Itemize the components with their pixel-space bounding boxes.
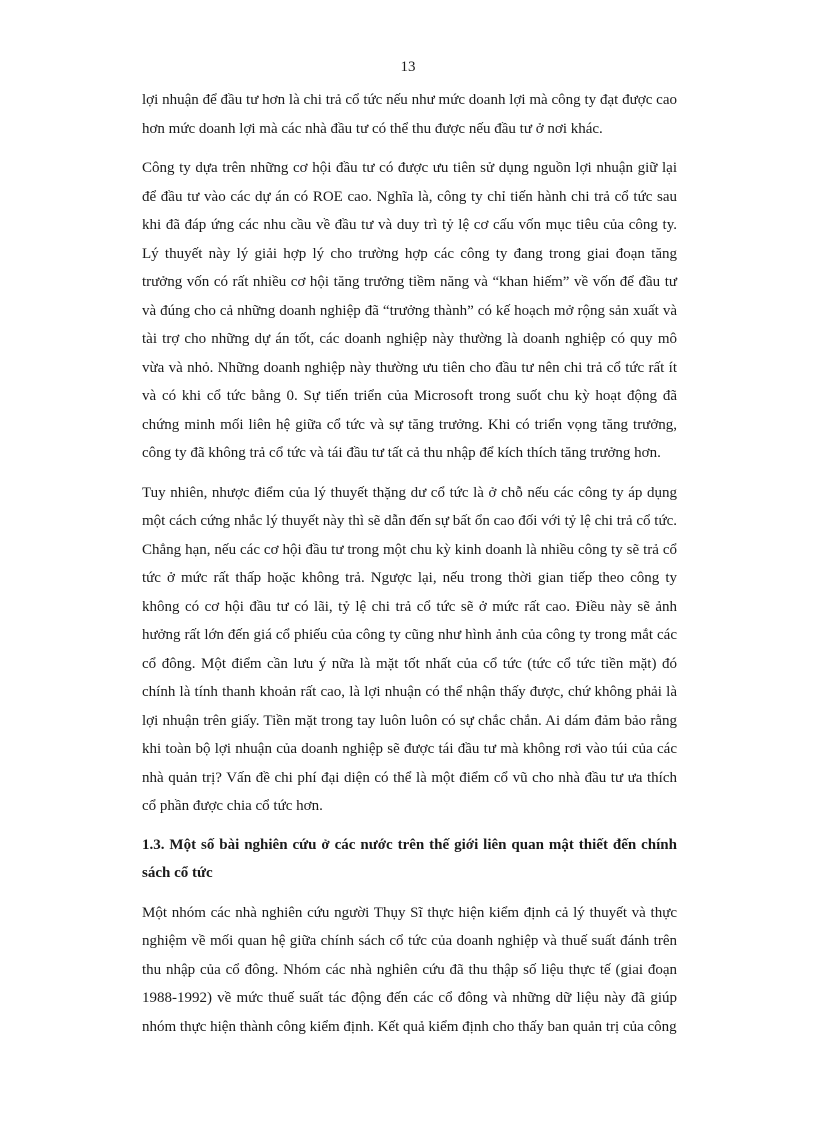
page-number: 13	[400, 59, 416, 75]
paragraph-continuation: lợi nhuận để đầu tư hơn là chi trả cổ tức nếu như mức doanh lợi mà công ty đạt được cao hơn mức doanh lợi mà các nhà đầu tư có thể thu được nếu đầu tư ở nơi khác.	[142, 92, 677, 137]
paragraph-residual-theory: Công ty dựa trên những cơ hội đầu tư có được ưu tiên sử dụng nguồn lợi nhuận giữ lại để đầu tư vào các dự án có ROE cao. Nghĩa là, công ty chỉ tiến hành chi trả cổ tức sau khi đã đáp ứng các nhu cầu về đầu tư và duy trì tỷ lệ cơ cấu vốn mục tiêu của công ty. Lý thuyết này lý giải hợp lý cho trường hợp các công ty đang trong giai đoạn tăng trưởng vốn có rất nhiều cơ hội tăng trưởng tiềm năng và “khan hiếm” về vốn để đầu tư và đúng cho cả những doanh nghiệp đã “trưởng thành” có kế hoạch mở rộng sản xuất và tài trợ cho những dự án tốt, các doanh nghiệp này thường là doanh nghiệp có quy mô vừa và nhỏ. Những doanh nghiệp này thường ưu tiên cho đầu tư nên chi trả cổ tức rất ít và có khi cổ tức bằng 0. Sự tiến triển của Microsoft trong suốt chu kỳ hoạt động đã chứng minh mối liên hệ giữa cổ tức và sự tăng trưởng. Khi có triển vọng tăng trưởng, công ty đã không trả cổ tức và tái đầu tư tất cả thu nhập để kích thích tăng trưởng hơn.	[142, 160, 677, 461]
paragraph-swiss-research: Một nhóm các nhà nghiên cứu người Thụy Sĩ thực hiện kiểm định cả lý thuyết và thực nghiệm về mối quan hệ giữa chính sách cổ tức của doanh nghiệp và thuế suất đánh trên thu nhập của cổ đông. Nhóm các nhà nghiên cứu đã thu thập số liệu thực tế (giai đoạn 1988-1992) về mức thuế suất tác động đến các cổ đông và những dữ liệu này đã giúp nhóm thực hiện thành công kiểm định. Kết quả kiểm định cho thấy ban quản trị của công	[142, 904, 677, 1035]
page-body	[142, 86, 677, 1041]
section-heading: 1.3. Một số bài nghiên cứu ở các nước trên thế giới liên quan mật thiết đến chính sách cổ tức	[142, 836, 677, 881]
paragraph-theory-drawbacks: Tuy nhiên, nhược điểm của lý thuyết thặng dư cổ tức là ở chỗ nếu các công ty áp dụng một cách cứng nhắc lý thuyết này thì sẽ dẫn đến sự bất ổn cao đối với tỷ lệ chi trả cổ tức. Chẳng hạn, nếu các cơ hội đầu tư trong một chu kỳ kinh doanh là nhiều công ty sẽ trả cổ tức ở mức rất thấp hoặc không trả. Ngược lại, nếu trong thời gian tiếp theo công ty không có cơ hội đầu tư có lãi, tỷ lệ chi trả cổ tức sẽ ở mức rất cao. Điều này sẽ ảnh hưởng rất lớn đến giá cổ phiếu của công ty cũng như hình ảnh của công ty trong mắt các cổ đông. Một điểm cần lưu ý nữa là mặt tốt nhất của cổ tức (tức cổ tức tiền mặt) đó chính là tính thanh khoản rất cao, là lợi nhuận có thể nhận thấy được, chứ không phải là lợi nhuận trên giấy. Tiền mặt trong tay luôn luôn có sự chắc chắn. Ai dám đảm bảo rằng khi toàn bộ lợi nhuận của doanh nghiệp sẽ được tái đầu tư mà không rơi vào túi của các nhà quản trị? Vấn đề chi phí đại diện có thể là một điểm cổ vũ cho nhà đầu tư ưa thích cổ phần được chia cổ tức hơn.	[142, 484, 677, 814]
